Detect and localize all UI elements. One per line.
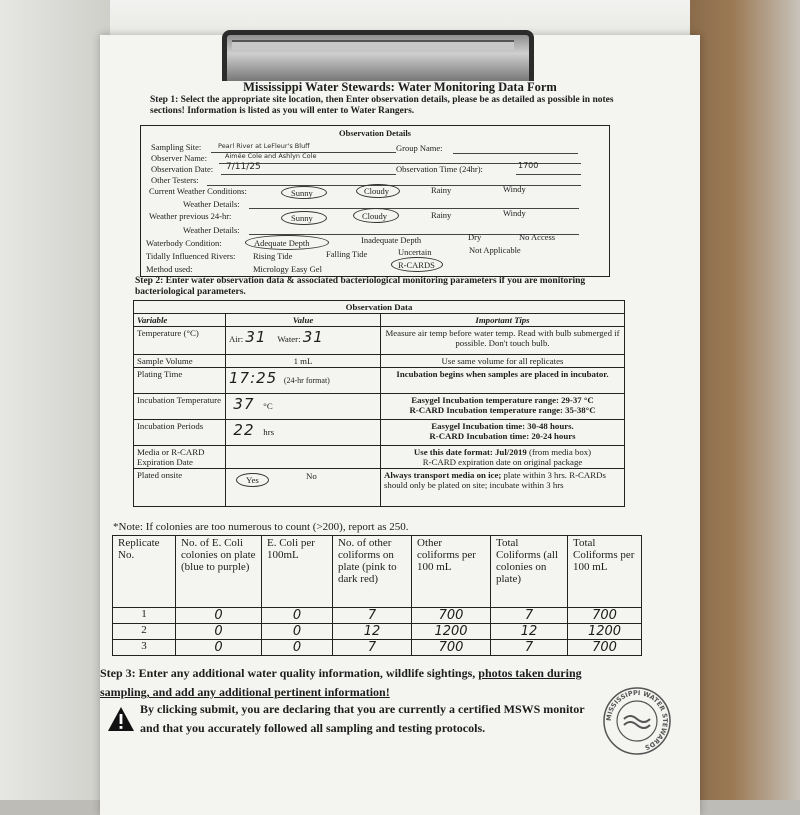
expiration-label: Media or R-CARD Expiration Date <box>134 446 226 469</box>
method-label: Method used: <box>146 264 193 274</box>
step1-instructions: Step 1: Select the appropriate site location, then Enter observation details, please be as detailed as possible in notes sections! Information is listed as you will enter to Water Rangers. <box>150 95 614 116</box>
incubation-temp-cell[interactable] <box>226 394 381 420</box>
waterbody-adequate[interactable]: Adequate Depth <box>254 238 310 248</box>
ecoli-colonies-cell[interactable]: 0 <box>176 624 262 640</box>
observation-date-value[interactable]: 7/11/25 <box>226 162 261 172</box>
weather-prev-windy[interactable]: Windy <box>503 208 526 218</box>
temperature-value-cell[interactable] <box>226 327 381 355</box>
step3-instructions <box>100 664 600 702</box>
air-label: Air: <box>229 334 244 344</box>
waterbody-dry[interactable]: Dry <box>468 232 482 242</box>
circle-mark <box>353 208 399 223</box>
col-value: Value <box>226 314 381 327</box>
other-colonies-cell[interactable]: 12 <box>333 624 412 640</box>
sample-volume-tip: Use same volume for all replicates <box>381 355 625 368</box>
observation-date-label: Observation Date: <box>151 164 214 174</box>
plated-onsite-label: Plated onsite <box>134 469 226 507</box>
step2-instructions: Step 2: Enter water observation data & associated bacteriological monitoring parameters if you are monitoring bacteriological parameters. <box>135 276 586 297</box>
waterbody-no-access[interactable]: No Access <box>519 232 556 242</box>
col-variable: Variable <box>134 314 226 327</box>
ecoli-colonies-cell[interactable]: 0 <box>176 608 262 624</box>
observer-name-value[interactable]: Aimée Cole and Ashlyn Cole <box>225 152 317 160</box>
method-rcards[interactable]: R-CARDS <box>398 260 435 270</box>
rep-header-total-colonies: Total Coliforms (all colonies on plate) <box>491 536 568 608</box>
logo-text: MISSISSIPPI WATER STEWARDS <box>604 688 670 752</box>
water-label: Water: <box>277 334 301 344</box>
tidal-not-applicable[interactable]: Not Applicable <box>469 245 521 255</box>
observation-data-header: Observation Data <box>134 301 625 314</box>
expiration-tip-format: Use this date format: Jul/2019 <box>413 447 527 457</box>
mississippi-water-stewards-logo <box>602 686 672 756</box>
plating-time-label: Plating Time <box>134 368 226 394</box>
incubation-temp-value[interactable]: 37 <box>233 395 255 413</box>
table-row <box>113 640 642 656</box>
ecoli-per-100-cell[interactable]: 0 <box>262 624 333 640</box>
other-per-100-cell[interactable]: 1200 <box>412 624 491 640</box>
current-weather-cloudy[interactable]: Cloudy <box>364 186 390 196</box>
ecoli-colonies-cell[interactable]: 0 <box>176 640 262 656</box>
plated-onsite-no[interactable]: No <box>306 471 317 481</box>
clipboard-clip-bar <box>232 40 514 50</box>
total-per-100-cell[interactable]: 700 <box>568 608 642 624</box>
table-row <box>113 608 642 624</box>
total-colonies-cell[interactable]: 7 <box>491 608 568 624</box>
incubation-periods-cell[interactable] <box>226 420 381 446</box>
total-per-100-cell[interactable]: 700 <box>568 640 642 656</box>
plating-time-unit: (24-hr format) <box>283 376 330 385</box>
expiration-tip-rcard: R-CARD expiration date on original package <box>422 457 583 467</box>
total-colonies-cell[interactable]: 12 <box>491 624 568 640</box>
plated-onsite-tip-bold: Always transport media on ice; <box>384 470 502 480</box>
observation-details-header: Observation Details <box>338 128 411 138</box>
tidal-falling[interactable]: Falling Tide <box>326 249 368 259</box>
total-per-100-cell[interactable]: 1200 <box>568 624 642 640</box>
tidal-label: Tidally Influenced Rivers: <box>146 251 236 261</box>
circle-mark <box>356 184 400 198</box>
weather-prev-label: Weather previous 24-hr: <box>149 211 232 221</box>
total-colonies-cell[interactable]: 7 <box>491 640 568 656</box>
circle-mark <box>281 186 327 199</box>
incubation-temp-label: Incubation Temperature <box>134 394 226 420</box>
observation-time-value[interactable]: 1700 <box>518 161 539 170</box>
other-colonies-cell[interactable]: 7 <box>333 640 412 656</box>
tidal-rising[interactable]: Rising Tide <box>253 251 293 261</box>
incubation-periods-tip-easygel: Easygel Incubation time: 30-48 hours. <box>431 421 574 431</box>
incubation-temp-tip <box>381 394 625 420</box>
other-testers-label: Other Testers: <box>151 175 199 185</box>
colony-count-note: *Note: If colonies are too numerous to count (>200), report as 250. <box>113 521 409 533</box>
rep-header-ecoli-per-100: E. Coli per 100mL <box>262 536 333 608</box>
plated-onsite-yes[interactable]: Yes <box>236 473 269 487</box>
observation-details-box <box>140 125 610 277</box>
svg-text:MISSISSIPPI WATER STEWARDS <box>605 689 669 752</box>
incubation-periods-tip-rcard: R-CARD Incubation time: 20-24 hours <box>429 431 576 441</box>
plated-onsite-tip <box>381 469 625 507</box>
plated-onsite-cell[interactable] <box>226 469 381 507</box>
background-left <box>0 0 110 800</box>
col-tips: Important Tips <box>381 314 625 327</box>
observation-time-label: Observation Time (24hr): <box>396 164 483 174</box>
replicate-number: 3 <box>113 640 176 656</box>
plating-time-cell[interactable] <box>226 368 381 394</box>
other-colonies-cell[interactable]: 7 <box>333 608 412 624</box>
replicate-table <box>112 535 642 656</box>
declaration-text: By clicking submit, you are declaring that you are currently a certified MSWS monitor and that you accurately followed all sampling and testing protocols. <box>140 702 585 735</box>
rep-header-other-per-100: Other coliforms per 100 mL <box>412 536 491 608</box>
plating-time-tip: Incubation begins when samples are placed in incubator. <box>381 368 625 394</box>
rep-header-replicate: Replicate No. <box>113 536 176 608</box>
temperature-label: Temperature (°C) <box>134 327 226 355</box>
water-temp-value[interactable]: 31 <box>302 328 324 346</box>
clipboard-board <box>690 0 800 800</box>
current-weather-windy[interactable]: Windy <box>503 184 526 194</box>
weather-prev-cloudy[interactable]: Cloudy <box>362 211 388 221</box>
other-per-100-cell[interactable]: 700 <box>412 608 491 624</box>
ecoli-per-100-cell[interactable]: 0 <box>262 608 333 624</box>
plated-onsite-tip-rest: plate within 3 hrs. R-CARDs should only be plated on site; incubate within 3 hrs <box>384 470 606 490</box>
rep-header-total-per-100: Total Coliforms per 100 mL <box>568 536 642 608</box>
ecoli-per-100-cell[interactable]: 0 <box>262 640 333 656</box>
current-weather-sunny[interactable]: Sunny <box>291 188 313 198</box>
rep-header-other-colonies: No. of other coliforms on plate (pink to dark red) <box>333 536 412 608</box>
current-weather-rainy[interactable]: Rainy <box>431 185 452 195</box>
form-title: Mississippi Water Stewards: Water Monitoring Data Form <box>243 80 557 94</box>
sampling-site-label: Sampling Site: <box>151 142 202 152</box>
circle-mark <box>281 211 327 225</box>
waterbody-inadequate[interactable]: Inadequate Depth <box>361 235 422 245</box>
air-temp-value[interactable]: 31 <box>245 328 267 346</box>
weather-details-label-1: Weather Details: <box>183 199 240 209</box>
other-per-100-cell[interactable]: 700 <box>412 640 491 656</box>
incubation-periods-unit: hrs <box>263 427 275 437</box>
sampling-site-value[interactable]: Pearl River at LeFleur's Bluff <box>218 142 310 150</box>
weather-prev-sunny[interactable]: Sunny <box>291 213 313 223</box>
expiration-tip-source: (from media box) <box>529 447 592 457</box>
waterbody-label: Waterbody Condition: <box>146 238 222 248</box>
weather-prev-rainy[interactable]: Rainy <box>431 210 452 220</box>
table-row <box>113 624 642 640</box>
incubation-periods-label: Incubation Periods <box>134 420 226 446</box>
clipboard-clip <box>222 30 534 81</box>
step3-text-b: photos taken during sampling, and add any additional pertinent information! <box>100 666 582 699</box>
step3-text-a: Step 3: Enter any additional water quality information, wildlife sightings, <box>100 666 479 680</box>
observation-data-table <box>133 300 625 507</box>
group-name-label: Group Name: <box>396 143 443 153</box>
rep-header-ecoli-colonies: No. of E. Coli colonies on plate (blue to purple) <box>176 536 262 608</box>
method-easygel[interactable]: Micrology Easy Gel <box>253 264 322 274</box>
sample-volume-value[interactable]: 1 mL <box>226 355 381 368</box>
warning-icon <box>107 706 135 737</box>
circle-mark <box>391 257 443 272</box>
expiration-tip <box>381 446 625 469</box>
incubation-periods-tip <box>381 420 625 446</box>
plating-time-value[interactable]: 17:25 <box>229 369 278 387</box>
replicate-number: 2 <box>113 624 176 640</box>
expiration-value[interactable] <box>226 446 381 469</box>
incubation-temp-tip-rcard: R-CARD Incubation temperature range: 35-38°C <box>409 405 596 415</box>
incubation-temp-tip-easygel: Easygel Incubation temperature range: 29-37 °C <box>411 395 594 405</box>
incubation-temp-unit: °C <box>263 401 273 411</box>
temperature-tip: Measure air temp before water temp. Read with bulb submerged if possible. Don't touch bulb. <box>381 327 625 355</box>
tidal-uncertain[interactable]: Uncertain <box>398 247 432 257</box>
incubation-periods-value[interactable]: 22 <box>233 421 255 439</box>
current-weather-label: Current Weather Conditions: <box>149 186 247 196</box>
circle-mark <box>245 235 329 250</box>
observer-name-label: Observer Name: <box>151 153 207 163</box>
sample-volume-label: Sample Volume <box>134 355 226 368</box>
weather-details-label-2: Weather Details: <box>183 225 240 235</box>
replicate-number: 1 <box>113 608 176 624</box>
